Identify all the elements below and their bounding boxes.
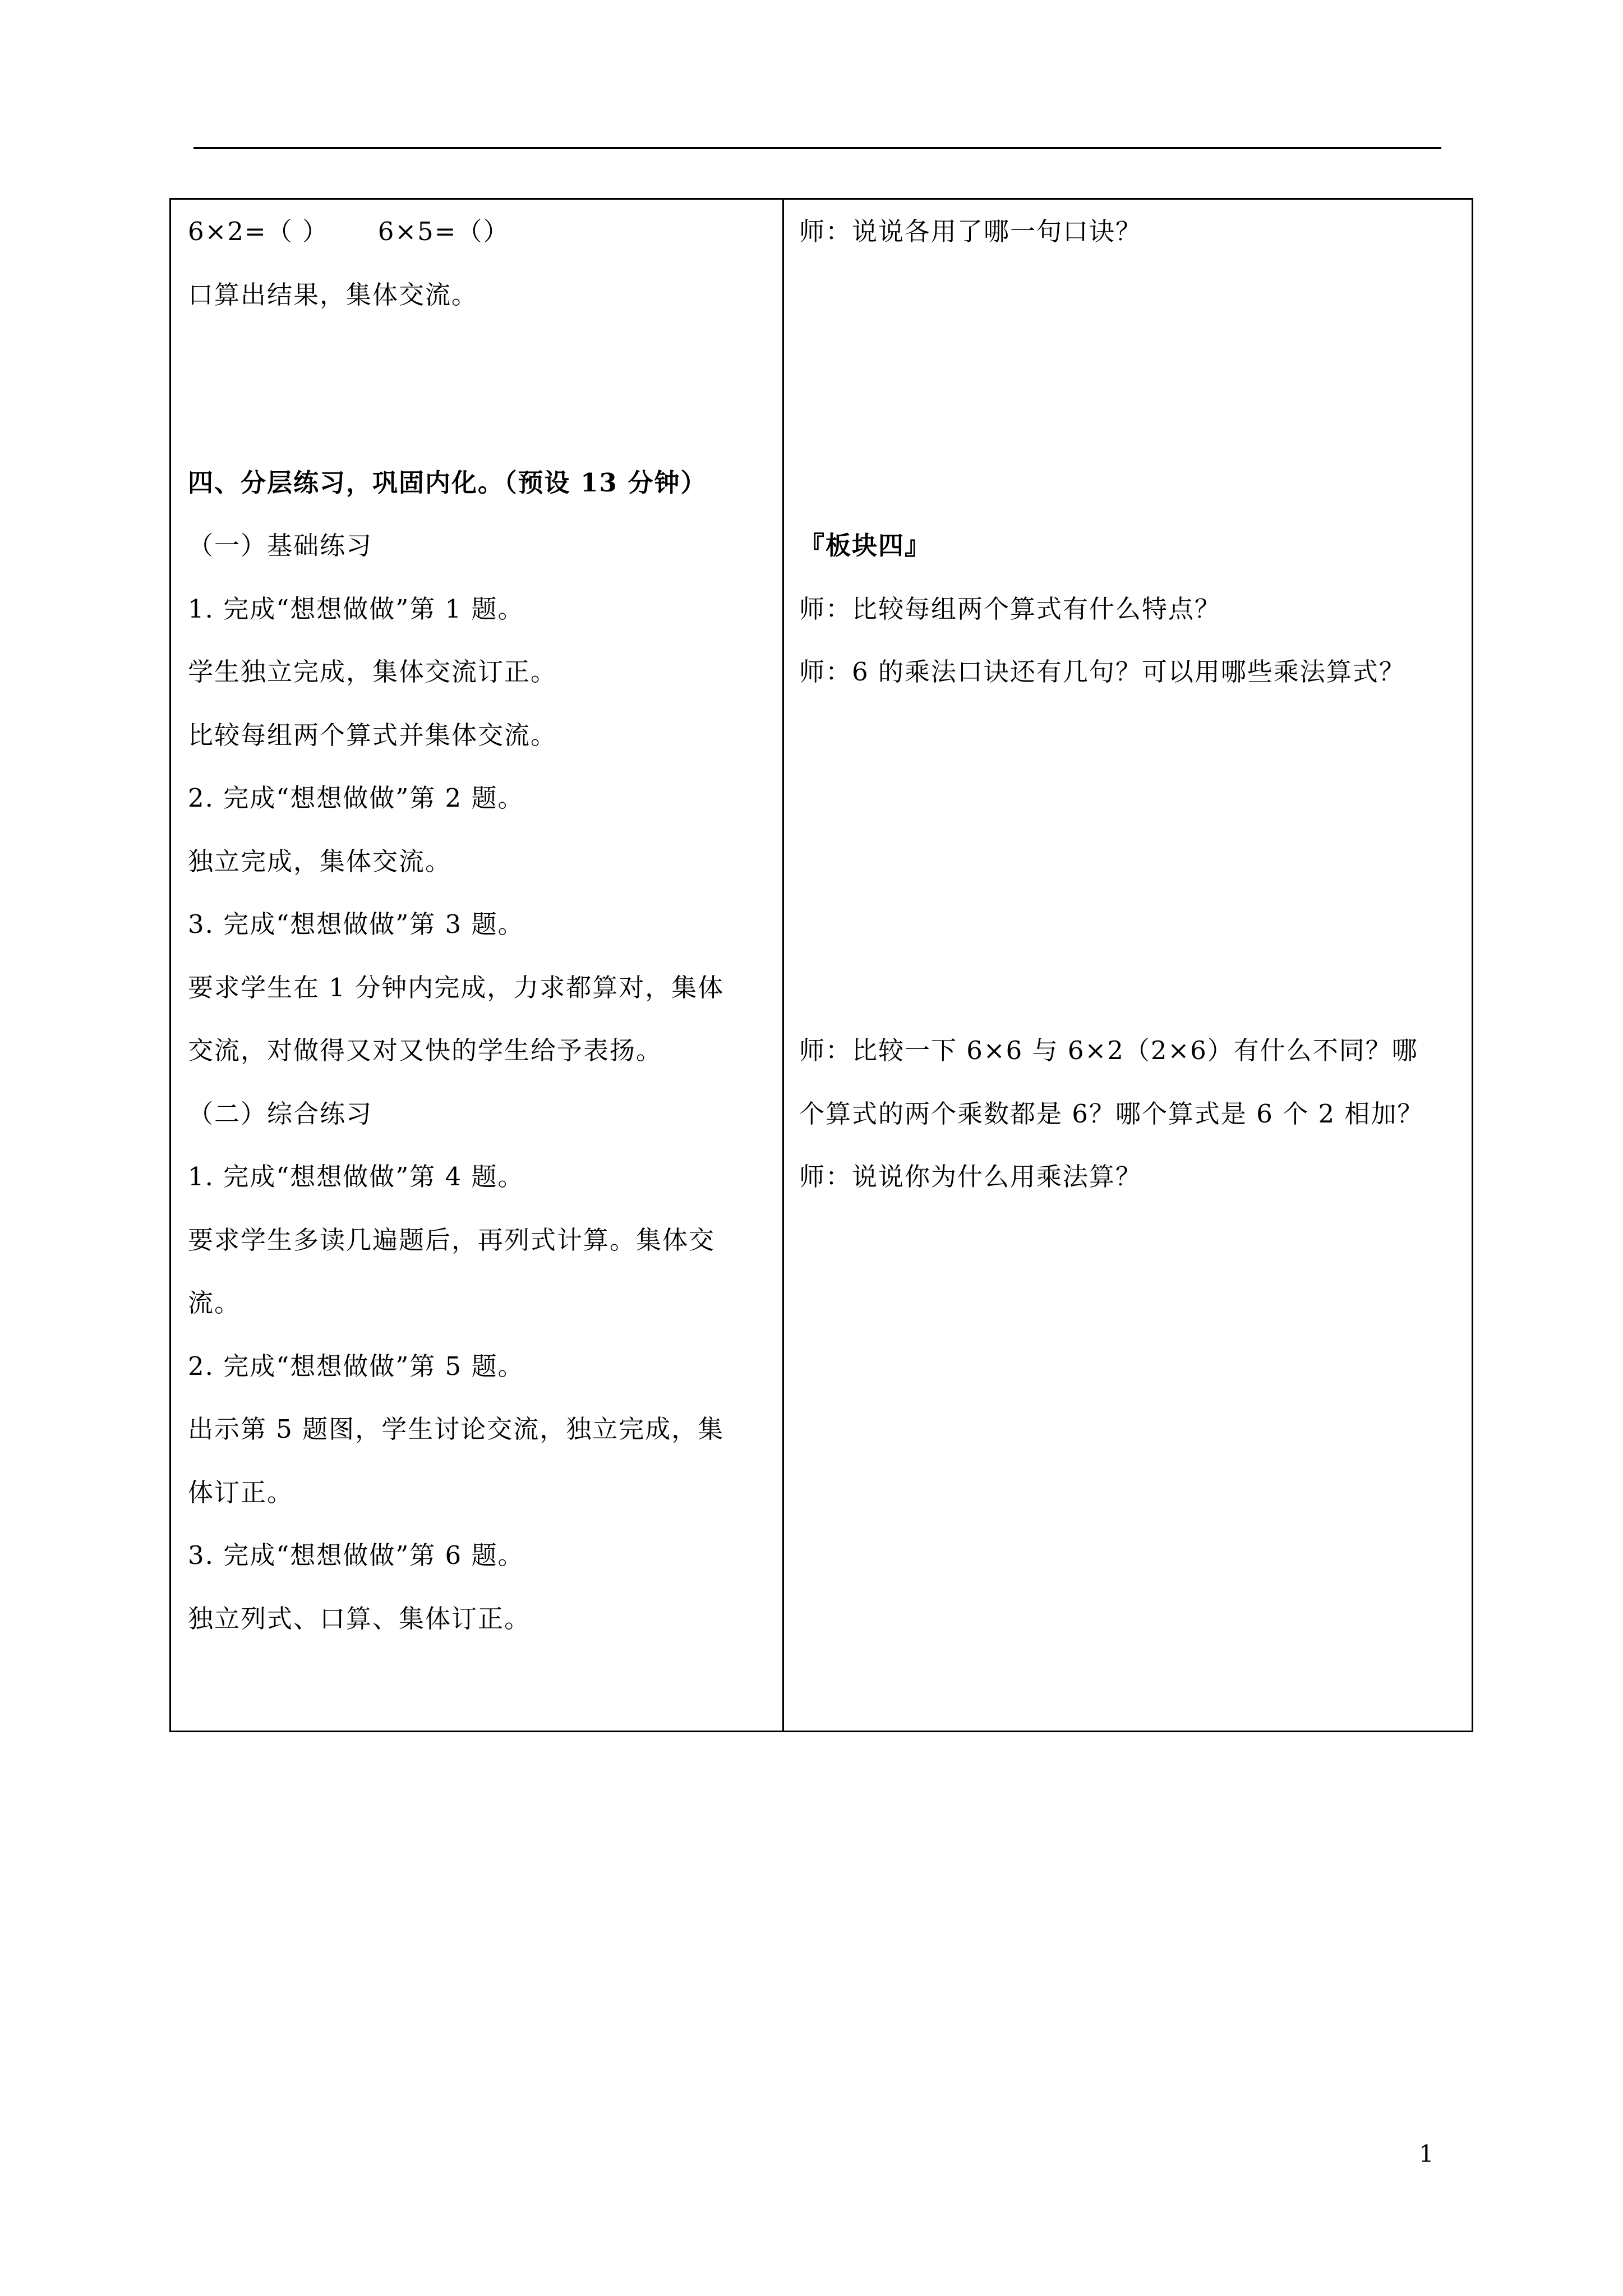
exercise-line: 6×2=（ ） 6×5=（） xyxy=(188,217,510,246)
task-item: 1. 完成“想想做做”第 4 题。 xyxy=(188,1162,524,1191)
instruction-line: 出示第 5 题图，学生讨论交流，独立完成，集 xyxy=(188,1414,725,1444)
instruction-line: 要求学生多读几遍题后，再列式计算。集体交 xyxy=(188,1225,716,1255)
teacher-prompt: 师：比较一下 6×6 与 6×2（2×6）有什么不同？哪 xyxy=(799,1036,1418,1065)
instruction-line: 交流，对做得又对又快的学生给予表扬。 xyxy=(188,1036,663,1065)
instruction-line: 学生独立完成，集体交流订正。 xyxy=(188,657,557,687)
teacher-prompt: 个算式的两个乘数都是 6？哪个算式是 6 个 2 相加？ xyxy=(799,1099,1424,1129)
teacher-prompt: 师：比较每组两个算式有什么特点？ xyxy=(799,594,1221,624)
task-item: 3. 完成“想想做做”第 3 题。 xyxy=(188,909,524,939)
instruction-line: 独立完成，集体交流。 xyxy=(188,846,452,876)
task-item: 1. 完成“想想做做”第 1 题。 xyxy=(188,594,524,624)
teacher-prompt: 师：说说你为什么用乘法算？ xyxy=(799,1162,1142,1191)
teacher-prompt: 师：6 的乘法口诀还有几句？可以用哪些乘法算式？ xyxy=(799,657,1405,687)
lesson-plan-table xyxy=(169,198,1473,1732)
instruction-line: 要求学生在 1 分钟内完成，力求都算对，集体 xyxy=(188,973,725,1002)
teacher-prompt: 师：说说各用了哪一句口诀？ xyxy=(799,217,1142,246)
task-item: 2. 完成“想想做做”第 2 题。 xyxy=(188,783,524,813)
instruction-line: 口算出结果，集体交流。 xyxy=(188,280,478,310)
instruction-line: 流。 xyxy=(188,1288,241,1318)
header-rule xyxy=(193,147,1441,149)
section-heading: 四、分层练习，巩固内化。（预设 13 分钟） xyxy=(188,468,707,498)
task-item: 2. 完成“想想做做”第 5 题。 xyxy=(188,1351,524,1381)
subsection-heading: （二）综合练习 xyxy=(188,1099,373,1129)
block-heading: 『板块四』 xyxy=(799,531,932,560)
task-item: 3. 完成“想想做做”第 6 题。 xyxy=(188,1540,524,1570)
column-divider xyxy=(782,200,784,1731)
instruction-line: 比较每组两个算式并集体交流。 xyxy=(188,720,557,750)
instruction-line: 独立列式、口算、集体订正。 xyxy=(188,1604,531,1634)
instruction-line: 体订正。 xyxy=(188,1478,294,1507)
page-number: 1 xyxy=(1419,2140,1434,2168)
subsection-heading: （一）基础练习 xyxy=(188,531,373,560)
